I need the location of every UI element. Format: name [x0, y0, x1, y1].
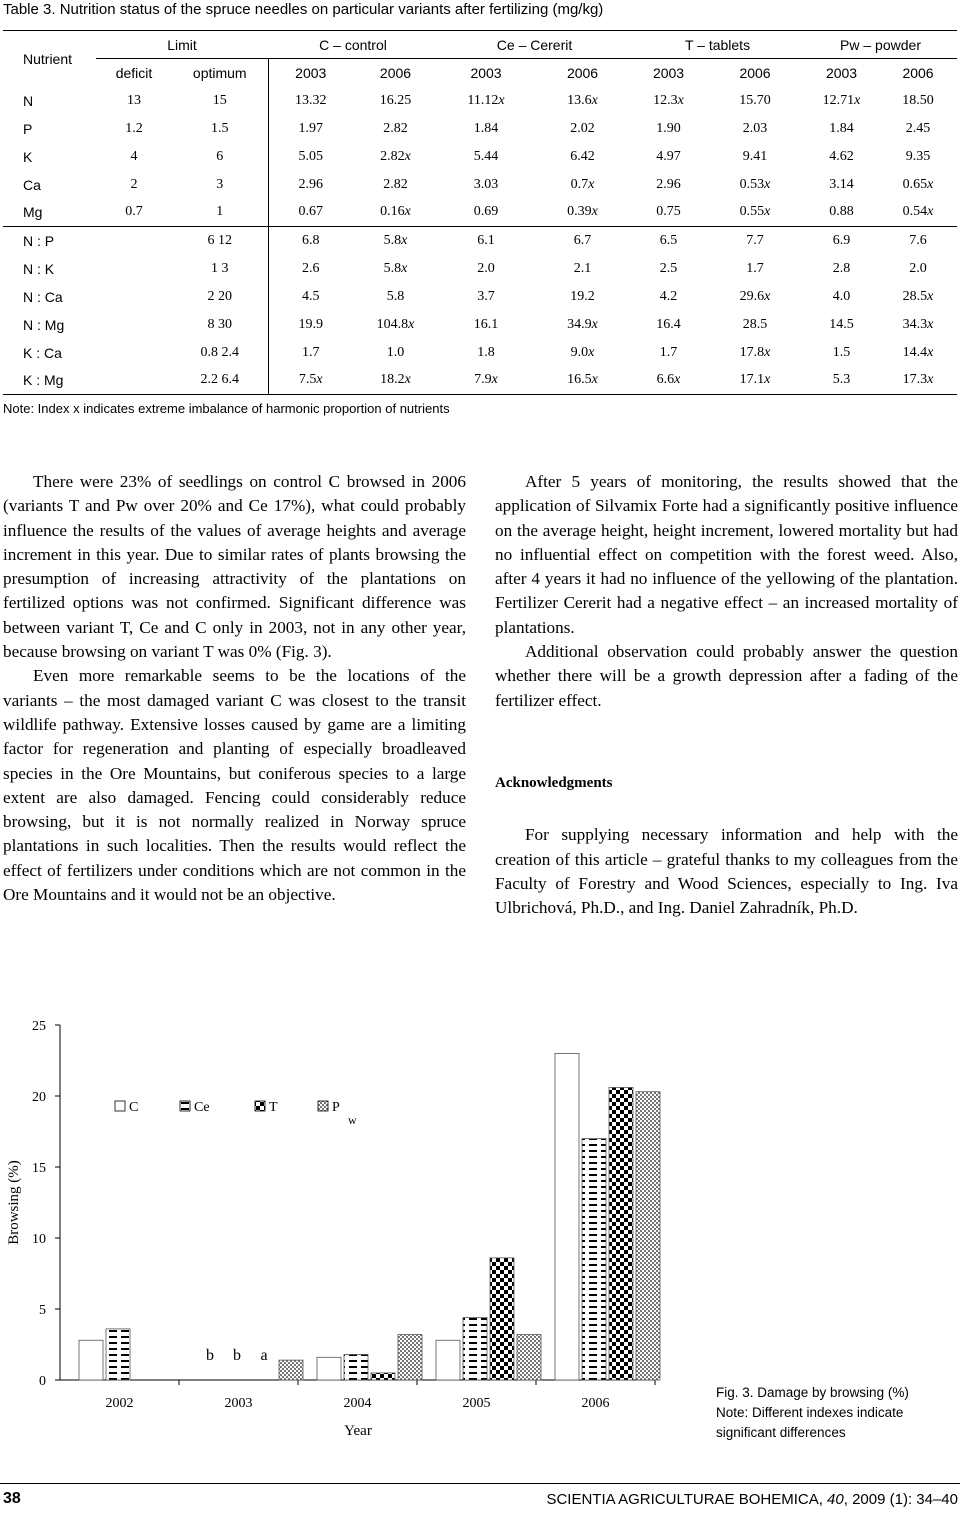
table-cell [353, 227, 438, 255]
table-cell: 2.82 [383, 120, 408, 136]
subheader-cell: 2003 [470, 64, 502, 81]
imbalance-index: x [927, 316, 934, 332]
journal-name: SCIENTIA AGRICULTURAE BOHEMICA, [546, 1491, 828, 1508]
table-cell: 1.2 [125, 120, 143, 136]
table-cell: 2.2 6.4 [172, 367, 268, 395]
table-cell: 2.96 [268, 171, 353, 199]
acknowledgments-heading: Acknowledgments [495, 774, 613, 791]
table-cell [879, 171, 957, 199]
table-cell [438, 367, 534, 395]
group-header-powder: Pw – powder [804, 31, 957, 59]
figure-caption [716, 1383, 956, 1443]
table-cell [534, 339, 631, 367]
subheader-cell: optimum [192, 64, 247, 81]
imbalance-index: x [408, 316, 415, 332]
table-cell [96, 255, 172, 283]
legend-subscript: w [348, 1113, 357, 1127]
table-cell [534, 311, 631, 339]
table-cell: 2.5 [659, 260, 678, 276]
table-cell: 3 [216, 176, 224, 192]
table-cell [631, 367, 706, 395]
table-cell: 1.90 [656, 120, 681, 136]
table-cell: 1.84 [473, 120, 499, 136]
y-tick-label: 25 [32, 1019, 46, 1034]
legend-swatch [255, 1101, 265, 1111]
group-header-limit: Limit [96, 31, 268, 59]
table-cell: 1.84 [829, 120, 854, 136]
table-row [3, 339, 957, 367]
paragraph: After 5 years of monitoring, the results showed that the application of Silvamix Forte had a significantly positive influence on the average height, height increment, lowered mortality but had no influential effect on competition with the forest weed. Also, after 4 years it had no influence of the yellowing of the plantation. Fertilizer Cererit had a negative effect – an increased mortality of plantations. [495, 472, 958, 637]
bar-ce [344, 1354, 368, 1380]
cell-value: 2.82 [380, 148, 405, 164]
table-cell: 0.75 [656, 204, 681, 220]
imbalance-index: x [498, 92, 505, 108]
imbalance-index: x [764, 344, 771, 360]
subheader-cell: 2006 [739, 64, 771, 81]
imbalance-index: x [591, 316, 598, 332]
table-cell: 9.35 [905, 148, 931, 164]
legend-swatch [115, 1101, 125, 1111]
legend-label: C [129, 1100, 139, 1115]
table-cell: 4.97 [656, 148, 681, 164]
table-cell [879, 311, 957, 339]
page-number: 38 [3, 1490, 21, 1507]
imbalance-index: x [764, 372, 771, 388]
subheader-cell: 2003 [268, 59, 353, 87]
table-cell [96, 311, 172, 339]
nutrient-name: Mg [23, 204, 43, 221]
table-cell: 6 12 [172, 227, 268, 255]
x-tick-label: 2003 [224, 1396, 253, 1411]
y-tick-label: 10 [32, 1232, 46, 1247]
table-cell: 19.9 [268, 311, 353, 339]
table-cell [353, 255, 438, 283]
cell-value: 14.4 [902, 344, 928, 360]
imbalance-index: x [316, 372, 323, 388]
nutrient-name: Ca [23, 176, 41, 193]
table-cell [631, 87, 706, 115]
table-cell: 6.7 [534, 227, 631, 255]
table-cell: 2.0 [477, 260, 495, 276]
table-cell: 4 [130, 148, 138, 164]
table-cell: 4.2 [659, 288, 678, 304]
significance-label: a [260, 1347, 268, 1364]
table-cell [879, 367, 957, 395]
table-cell [534, 199, 631, 227]
table-cell: 1.5 [832, 344, 851, 360]
table-cell: 6.8 [268, 227, 353, 255]
cell-value: 5.8 [383, 260, 402, 276]
cell-value: 9.0 [570, 344, 589, 360]
table-cell: 1.97 [268, 115, 353, 143]
table-row [3, 171, 957, 199]
group-header-cererit: Ce – Cererit [438, 31, 631, 59]
table-note: Note: Index x indicates extreme imbalance of harmonic proportion of nutrients [3, 401, 450, 416]
table-cell [706, 171, 804, 199]
imbalance-index: x [401, 232, 408, 248]
table-cell [706, 367, 804, 395]
footer-rule [0, 1483, 960, 1484]
table-cell: 4.62 [829, 148, 854, 164]
table-cell: 15.70 [739, 92, 771, 108]
table-cell [534, 367, 631, 395]
imbalance-index: x [764, 204, 771, 220]
table-caption: Table 3. Nutrition status of the spruce needles on particular variants after fertilizing (mg/kg) [3, 1, 604, 18]
table-cell: 2.02 [570, 120, 595, 136]
cell-value: 11.12 [467, 92, 499, 108]
table-cell: 1 3 [211, 260, 229, 276]
legend-swatch [318, 1101, 328, 1111]
imbalance-index: x [404, 204, 411, 220]
x-tick-label: 2004 [343, 1396, 372, 1411]
browsing-chart [0, 1010, 960, 1440]
table-cell: 5.8 [386, 288, 405, 304]
bar-t [490, 1258, 514, 1380]
table-cell: 2.6 [268, 255, 353, 283]
y-tick-label: 5 [39, 1303, 46, 1318]
table-cell [96, 367, 172, 395]
bar-ce [463, 1318, 487, 1380]
x-tick-label: 2005 [462, 1396, 491, 1411]
group-header-tablets: T – tablets [631, 31, 804, 59]
imbalance-index: x [927, 372, 934, 388]
nutrient-name: K [23, 148, 33, 165]
left-column [3, 470, 466, 907]
cell-value: 7.5 [298, 372, 317, 388]
table-cell [706, 283, 804, 311]
table-cell: 5.44 [473, 148, 499, 164]
bar-pw [636, 1092, 660, 1380]
table-cell: 8 30 [207, 316, 232, 332]
table-cell [96, 227, 172, 255]
bar-c [317, 1357, 341, 1380]
cell-value: 28.5 [902, 288, 928, 304]
subheader-cell: 2006 [566, 64, 599, 81]
table-cell [706, 199, 804, 227]
table-row [3, 199, 957, 227]
table-cell: 18.50 [902, 92, 934, 108]
table-cell [353, 367, 438, 395]
significance-label: b [233, 1347, 241, 1364]
bar-pw [279, 1360, 303, 1380]
bar-ce [582, 1139, 606, 1380]
table-cell: 6.1 [438, 227, 534, 255]
table-cell: 6.42 [570, 148, 595, 164]
imbalance-index: x [588, 344, 595, 360]
cell-value: 0.16 [380, 204, 405, 220]
journal-citation [546, 1491, 958, 1508]
imbalance-index: x [927, 288, 934, 304]
table-cell: 6.5 [631, 227, 706, 255]
cell-value: 18.2 [380, 372, 405, 388]
table-cell: 19.2 [570, 288, 595, 304]
bar-c [555, 1053, 579, 1380]
acknowledgments-text: For supplying necessary information and help with the creation of this article – grateful thanks to my colleagues from the Faculty of Forestry and Wood Sciences, especially to Ing. Iva Ulbrichová, Ph.D., and Ing. Daniel Zahradník, Ph.D. [495, 825, 958, 918]
table-cell: 6.9 [804, 227, 879, 255]
imbalance-index: x [591, 372, 598, 388]
table-cell [96, 283, 172, 311]
table-cell: 2.96 [656, 176, 681, 192]
nutrient-name: N : Ca [23, 288, 63, 305]
cell-value: 12.71 [822, 92, 855, 108]
imbalance-index: x [927, 176, 934, 192]
table-row [3, 227, 957, 255]
nutrient-name: N [23, 92, 34, 109]
significance-label: b [206, 1347, 214, 1364]
table-cell: 2 20 [207, 288, 232, 304]
table-cell [879, 283, 957, 311]
table-cell: 1 [216, 204, 224, 220]
bar-c [436, 1340, 460, 1380]
table-cell: 3.7 [477, 288, 495, 304]
table-row [3, 367, 957, 395]
nutrient-name: N : P [3, 227, 96, 255]
table-cell: 5.3 [804, 367, 879, 395]
imbalance-index: x [927, 344, 934, 360]
bar-t [609, 1087, 633, 1380]
cell-value: 34.3 [902, 316, 928, 332]
table-cell [353, 199, 438, 227]
imbalance-index: x [677, 92, 684, 108]
table-cell [879, 199, 957, 227]
subheader-cell: 2006 [379, 64, 412, 81]
nutrient-name: N : K [23, 260, 55, 277]
table-cell: 28.5 [742, 316, 768, 332]
table-cell: 3.03 [473, 176, 499, 192]
table-cell: 7.7 [706, 227, 804, 255]
table-cell: 4.5 [268, 283, 353, 311]
y-tick-label: 0 [39, 1374, 46, 1389]
x-tick-label: 2002 [105, 1396, 134, 1411]
x-tick-label: 2006 [581, 1396, 610, 1411]
table-cell [96, 339, 172, 367]
table-cell: 0.7 [125, 204, 143, 220]
cell-value: 5.8 [383, 232, 402, 248]
x-axis-label: Year [344, 1423, 372, 1439]
table-cell: 2.82 [383, 176, 408, 192]
table-cell: 0.69 [473, 204, 499, 220]
table-cell: 15 [212, 92, 227, 108]
nutrient-header: Nutrient [3, 31, 96, 87]
cell-value: 0.65 [902, 176, 928, 192]
group-header-control: C – control [268, 31, 438, 59]
cell-value: 6.6 [656, 372, 675, 388]
table-cell: 1.5 [211, 120, 229, 136]
imbalance-index: x [404, 148, 411, 164]
table-cell [804, 87, 879, 115]
bar-pw [398, 1335, 422, 1380]
cell-value: 17.1 [739, 372, 765, 388]
table-cell: 1.7 [268, 339, 353, 367]
table-cell: 1.8 [477, 344, 495, 360]
legend-swatch [180, 1101, 190, 1111]
bar-ce [106, 1329, 130, 1380]
journal-issue: , 2009 (1): 34–40 [843, 1491, 958, 1508]
legend-label: P [332, 1100, 340, 1115]
imbalance-index: x [927, 204, 934, 220]
cell-value: 0.39 [567, 204, 592, 220]
table-cell [438, 87, 534, 115]
cell-value: 17.8 [739, 344, 765, 360]
table-cell [534, 171, 631, 199]
legend-label: Ce [194, 1100, 210, 1115]
cell-value: 16.5 [567, 372, 592, 388]
table-row [3, 87, 957, 115]
table-cell: 0.88 [829, 204, 854, 220]
subheader-cell: deficit [115, 64, 153, 81]
table-cell: 2 [130, 176, 138, 192]
y-tick-label: 15 [32, 1161, 46, 1176]
cell-value: 17.3 [902, 372, 928, 388]
table-cell: 3.14 [829, 176, 854, 192]
table-cell: 1.0 [386, 344, 405, 360]
table-row [3, 311, 957, 339]
nutrient-name: K : Mg [3, 367, 96, 395]
bar-pw [517, 1335, 541, 1380]
imbalance-index: x [674, 372, 681, 388]
y-axis-label: Browsing (%) [6, 1160, 22, 1245]
cell-value: 0.55 [739, 204, 765, 220]
table-cell: 2.0 [909, 260, 927, 276]
table-cell: 7.6 [879, 227, 957, 255]
cell-value: 0.54 [902, 204, 928, 220]
table-row [3, 255, 957, 283]
subheader-cell: 2006 [902, 64, 934, 81]
table-cell: 6 [216, 148, 224, 164]
paragraph: There were 23% of seedlings on control C browsed in 2006 (variants T and Pw over 20% and Ce 17%), what could probably influence the results of the values of average heights and average increment in this year. Due to similar rates of plants browsing the presumption of increasing attractivity of the plantations on fertilized options was not confirmed. Significant difference was between variant T, Ce and C only in 2003, not in any other year, because browsing on variant T was 0% (Fig. 3). [3, 472, 466, 662]
bar-t [371, 1373, 395, 1380]
imbalance-index: x [591, 204, 598, 220]
table-cell: 16.1 [473, 316, 499, 332]
table-cell: 1.7 [659, 344, 678, 360]
imbalance-index: x [404, 372, 411, 388]
table-row [3, 115, 957, 143]
figure-caption-note: Note: Different indexes indicate significant differences [716, 1405, 904, 1440]
cell-value: 0.7 [570, 176, 589, 192]
imbalance-index: x [588, 176, 595, 192]
table-cell: 1.7 [746, 260, 764, 276]
figure-caption-title: Fig. 3. Damage by browsing (%) [716, 1385, 909, 1400]
table-cell [706, 339, 804, 367]
table-cell: 9.41 [742, 148, 768, 164]
nutrient-name: P [23, 120, 33, 137]
table-cell: 2.45 [905, 120, 931, 136]
journal-volume: 40 [827, 1491, 844, 1508]
imbalance-index: x [764, 176, 771, 192]
table-row [3, 143, 957, 171]
table-cell: 0.8 2.4 [200, 344, 239, 360]
cell-value: 13.6 [567, 92, 592, 108]
table-cell: 16.25 [379, 92, 412, 108]
table-cell: 13.32 [268, 87, 353, 115]
cell-value: 104.8 [376, 316, 409, 332]
nutrition-table [3, 30, 957, 395]
table-cell: 2.1 [573, 260, 592, 276]
nutrient-name: K : Ca [23, 344, 62, 361]
cell-value: 7.9 [474, 372, 492, 388]
chart-svg [0, 1010, 960, 1440]
table-cell: 0.67 [268, 199, 353, 227]
table-cell: 16.4 [656, 316, 681, 332]
right-column [495, 470, 958, 920]
cell-value: 29.6 [739, 288, 765, 304]
y-tick-label: 20 [32, 1090, 46, 1105]
nutrient-name: N : Mg [23, 316, 65, 333]
table-row [3, 283, 957, 311]
cell-value: 0.53 [739, 176, 765, 192]
imbalance-index: x [854, 92, 861, 108]
bar-c [79, 1340, 103, 1380]
legend-label: T [269, 1100, 278, 1115]
table-cell: 5.05 [268, 143, 353, 171]
cell-value: 12.3 [653, 92, 678, 108]
subheader-cell: 2003 [825, 64, 858, 81]
imbalance-index: x [591, 92, 598, 108]
table-cell: 2.03 [742, 120, 768, 136]
cell-value: 34.9 [567, 316, 592, 332]
table-cell [879, 339, 957, 367]
imbalance-index: x [764, 288, 771, 304]
table-cell: 14.5 [829, 316, 854, 332]
table-cell: 13 [127, 92, 141, 108]
table-cell: 2.8 [832, 260, 851, 276]
subheader-cell: 2003 [652, 64, 685, 81]
paragraph: Even more remarkable seems to be the locations of the variants – the most damaged variant C was closest to the transit wildlife pathway. Extensive losses caused by game are a limiting factor for regeneration and planting of especially broadleaved species in the Ore Mountains, but coniferous species to a large extent are also damaged. Fencing could considerably reduce browsing, but it is not normally realized in Norway spruce plantations in such localities. Then the results would reflect the effect of fertilizers under conditions which are not common in the Ore Mountains and it would not be an objective. [3, 666, 466, 905]
imbalance-index: x [401, 260, 408, 276]
table-cell: 4.0 [832, 288, 851, 304]
table-cell [268, 367, 353, 395]
imbalance-index: x [491, 372, 498, 388]
paragraph: Additional observation could probably answer the question whether there will be a growth depression after a fading of the fertilizer effect. [495, 642, 958, 710]
table-cell [534, 87, 631, 115]
table-cell [353, 143, 438, 171]
table-cell [353, 311, 438, 339]
